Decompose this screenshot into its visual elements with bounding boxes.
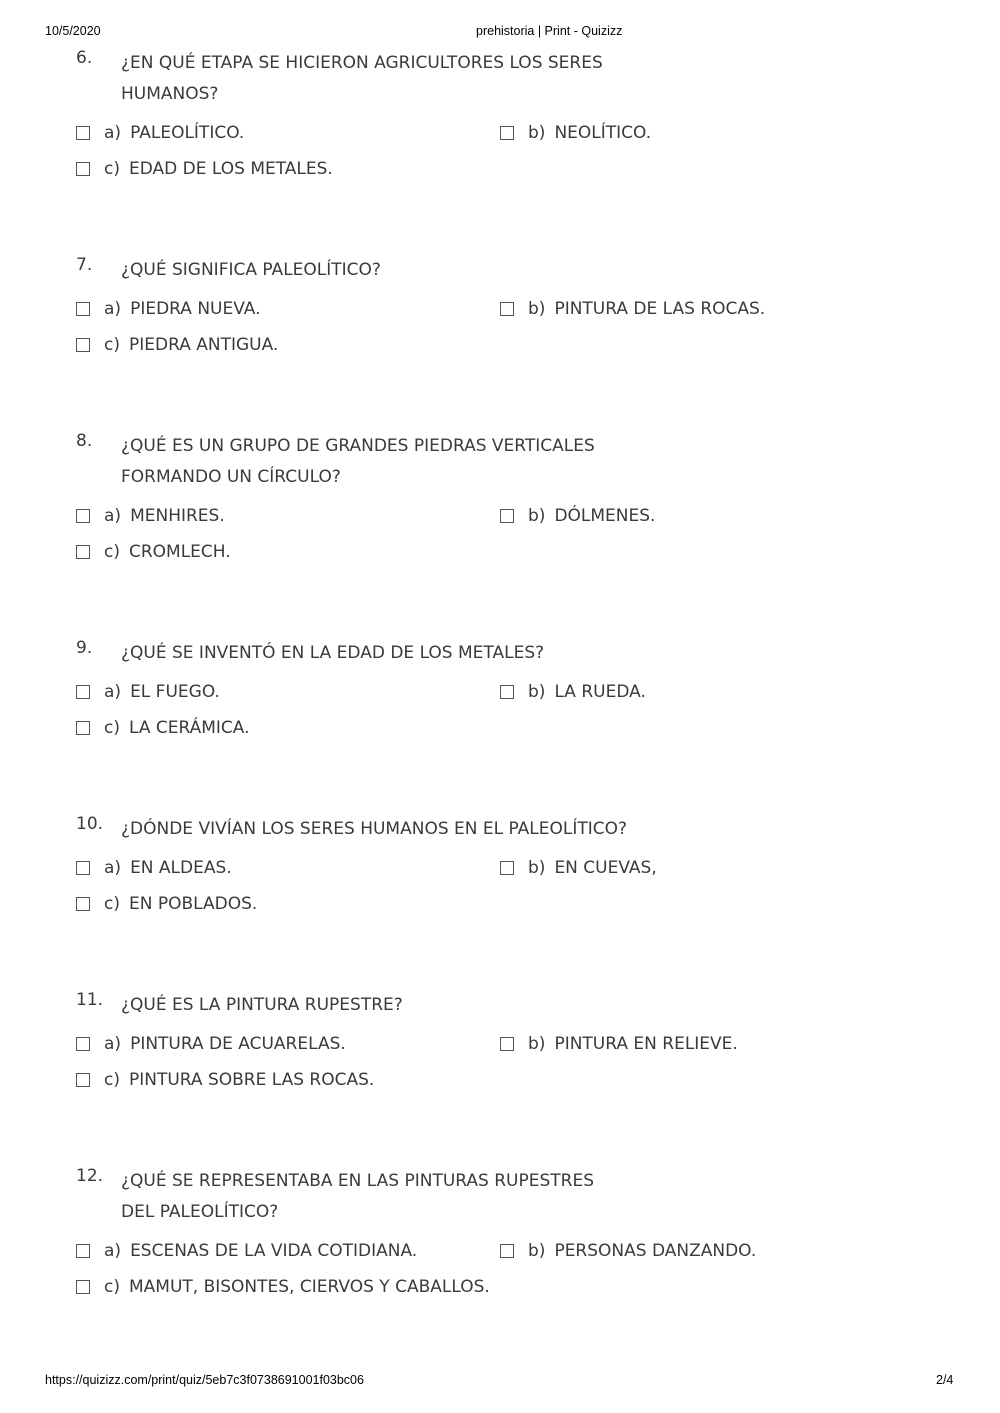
option-text: EN CUEVAS, [554,858,657,878]
option-text: LA RUEDA. [554,682,646,702]
option-c[interactable] [76,333,278,357]
checkbox-icon[interactable] [76,1244,90,1258]
question-number: 12. [76,1166,104,1186]
option-letter: b) [528,123,546,143]
option-text: NEOLÍTICO. [554,123,652,143]
question-7 [76,255,796,369]
option-text: ESCENAS DE LA VIDA COTIDIANA. [130,1241,418,1261]
option-text: PIEDRA NUEVA. [130,299,261,319]
question-10 [76,814,796,928]
option-text: PINTURA DE ACUARELAS. [130,1034,346,1054]
option-a[interactable] [76,1032,346,1056]
checkbox-icon[interactable] [76,338,90,352]
checkbox-icon[interactable] [76,162,90,176]
option-a[interactable] [76,121,244,145]
option-text: LA CERÁMICA. [128,718,250,738]
page-number: 2/4 [936,1373,954,1387]
checkbox-icon[interactable] [76,1037,90,1051]
option-b[interactable] [500,504,655,528]
option-letter: c) [104,718,120,738]
option-letter: b) [528,1034,546,1054]
option-text: MAMUT, BISONTES, CIERVOS Y CABALLOS. [128,1277,490,1297]
option-letter: b) [528,858,546,878]
option-letter: b) [528,682,546,702]
option-a[interactable] [76,297,261,321]
checkbox-icon[interactable] [76,721,90,735]
option-b[interactable] [500,1239,756,1263]
checkbox-icon[interactable] [76,509,90,523]
option-letter: b) [528,1241,546,1261]
option-letter: a) [104,123,122,143]
question-text: ¿QUÉ SE INVENTÓ EN LA EDAD DE LOS METALES? [121,643,545,663]
option-letter: b) [528,506,546,526]
option-letter: a) [104,299,122,319]
footer-url: https://quizizz.com/print/quiz/5eb7c3f0738691001f03bc06 [45,1373,364,1387]
print-date: 10/5/2020 [45,24,101,38]
option-text: PINTURA DE LAS ROCAS. [554,299,766,319]
option-letter: a) [104,1034,122,1054]
question-8 [76,431,796,576]
option-a[interactable] [76,856,232,880]
question-11 [76,990,796,1104]
option-text: EN ALDEAS. [130,858,232,878]
option-c[interactable] [76,540,231,564]
option-b[interactable] [500,121,651,145]
checkbox-icon[interactable] [76,1073,90,1087]
option-letter: c) [104,1070,120,1090]
question-number: 7. [76,255,93,275]
option-a[interactable] [76,504,225,528]
checkbox-icon[interactable] [76,897,90,911]
option-a[interactable] [76,1239,417,1263]
option-text: PERSONAS DANZANDO. [554,1241,757,1261]
question-text: ¿DÓNDE VIVÍAN LOS SERES HUMANOS EN EL PALEOLÍTICO? [121,819,628,839]
checkbox-icon[interactable] [500,126,514,140]
question-text: ¿QUÉ SIGNIFICA PALEOLÍTICO? [121,260,381,280]
checkbox-icon[interactable] [500,509,514,523]
question-text: ¿EN QUÉ ETAPA SE HICIERON AGRICULTORES LOS SERES HUMANOS? [121,53,603,104]
question-text: ¿QUÉ ES UN GRUPO DE GRANDES PIEDRAS VERTICALES FORMANDO UN CÍRCULO? [121,436,595,487]
option-text: PINTURA EN RELIEVE. [554,1034,738,1054]
question-12 [76,1166,796,1311]
checkbox-icon[interactable] [500,861,514,875]
checkbox-icon[interactable] [76,545,90,559]
option-letter: c) [104,542,120,562]
checkbox-icon[interactable] [76,861,90,875]
option-c[interactable] [76,892,257,916]
question-9 [76,638,796,752]
question-number: 8. [76,431,93,451]
checkbox-icon[interactable] [76,1280,90,1294]
question-text: ¿QUÉ SE REPRESENTABA EN LAS PINTURAS RUPESTRES DEL PALEOLÍTICO? [121,1171,594,1222]
option-b[interactable] [500,680,646,704]
checkbox-icon[interactable] [76,126,90,140]
option-letter: c) [104,159,120,179]
question-text: ¿QUÉ ES LA PINTURA RUPESTRE? [121,995,403,1015]
option-text: MENHIRES. [130,506,225,526]
option-text: DÓLMENES. [554,506,656,526]
question-6 [76,48,796,193]
option-text: PALEOLÍTICO. [130,123,245,143]
option-c[interactable] [76,1275,490,1299]
option-c[interactable] [76,1068,374,1092]
option-b[interactable] [500,1032,738,1056]
option-letter: a) [104,1241,122,1261]
option-letter: c) [104,335,120,355]
option-text: PINTURA SOBRE LAS ROCAS. [128,1070,375,1090]
option-c[interactable] [76,716,250,740]
option-text: EDAD DE LOS METALES. [128,159,333,179]
option-text: EN POBLADOS. [128,894,258,914]
option-b[interactable] [500,856,657,880]
option-letter: a) [104,506,122,526]
checkbox-icon[interactable] [76,302,90,316]
option-text: CROMLECH. [128,542,231,562]
option-letter: a) [104,858,122,878]
option-letter: b) [528,299,546,319]
option-b[interactable] [500,297,765,321]
option-letter: c) [104,894,120,914]
question-number: 11. [76,990,104,1010]
question-number: 6. [76,48,93,68]
question-number: 9. [76,638,93,658]
checkbox-icon[interactable] [76,685,90,699]
option-c[interactable] [76,157,333,181]
page-title: prehistoria | Print - Quizizz [476,24,623,38]
option-letter: a) [104,682,122,702]
option-letter: c) [104,1277,120,1297]
checkbox-icon[interactable] [500,685,514,699]
option-text: PIEDRA ANTIGUA. [128,335,279,355]
option-text: EL FUEGO. [130,682,220,702]
checkbox-icon[interactable] [500,1037,514,1051]
checkbox-icon[interactable] [500,302,514,316]
option-a[interactable] [76,680,220,704]
checkbox-icon[interactable] [500,1244,514,1258]
question-number: 10. [76,814,104,834]
